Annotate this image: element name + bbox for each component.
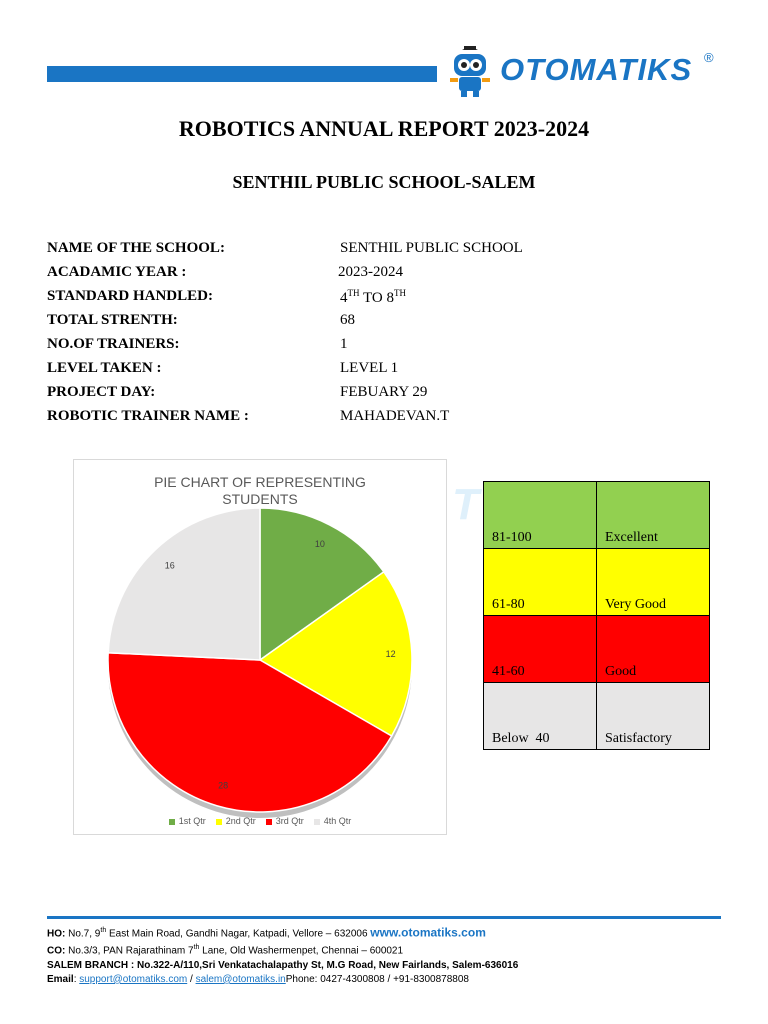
info-value: 68	[340, 312, 355, 328]
grade-range: 81-100	[484, 482, 597, 549]
info-row-year	[47, 262, 727, 286]
legend-label: 3rd Qtr	[275, 816, 304, 826]
info-value: 1	[340, 336, 348, 352]
info-row-standard	[47, 286, 727, 310]
registered-mark: ®	[704, 50, 714, 65]
chart-title: PIE CHART OF REPRESENTING STUDENTS	[154, 474, 366, 507]
info-row-level	[47, 358, 727, 382]
grade-range: 61-80	[484, 549, 597, 616]
info-label: NAME OF THE SCHOOL:	[47, 240, 225, 256]
grade-label: Excellent	[597, 482, 710, 549]
legend-swatch	[314, 819, 320, 825]
info-value: SENTHIL PUBLIC SCHOOL	[340, 240, 523, 256]
info-row-trainer	[47, 406, 727, 430]
info-label: TOTAL STRENTH:	[47, 312, 178, 328]
footer	[47, 924, 518, 987]
pie-data-label-3: 28	[218, 780, 229, 791]
grade-row	[484, 683, 710, 750]
info-label: PROJECT DAY:	[47, 384, 156, 400]
pie-data-label-1: 10	[314, 538, 325, 549]
report-title: ROBOTICS ANNUAL REPORT 2023-2024	[178, 116, 590, 141]
info-row-trainers	[47, 334, 727, 358]
info-value: LEVEL 1	[340, 360, 399, 376]
pie-data-label-2: 12	[385, 648, 396, 659]
legend-item-4	[314, 816, 352, 826]
pie-chart	[73, 459, 447, 835]
grade-label: Good	[597, 616, 710, 683]
pie-svg	[74, 460, 446, 834]
brand-name: OTOMATIKS	[500, 52, 693, 87]
info-label: ACADAMIC YEAR :	[47, 264, 187, 280]
legend-label: 2nd Qtr	[225, 816, 256, 826]
robot-mascot-icon	[442, 44, 498, 100]
info-value: 4TH TO 8TH	[340, 288, 406, 306]
info-row-project-day	[47, 382, 727, 406]
info-value: FEBUARY 29	[340, 384, 428, 400]
footer-co: CO: No.3/3, PAN Rajarathinam 7th Lane, Old Washermenpet, Chennai – 600021	[47, 944, 404, 957]
header-bar	[47, 66, 437, 82]
legend-label: 4th Qtr	[323, 816, 352, 826]
grade-range: 41-60	[484, 616, 597, 683]
email-link-support[interactable]: support@otomatiks.com	[79, 973, 188, 985]
legend-swatch	[216, 819, 222, 825]
school-info	[47, 238, 727, 430]
footer-contact: Email: support@otomatiks.com / salem@otomatiks.inPhone: 0427-4300808 / +91-8300878808	[47, 973, 469, 985]
info-row-school	[47, 238, 727, 262]
email-link-salem[interactable]: salem@otomatiks.in	[195, 973, 286, 985]
report-subtitle: SENTHIL PUBLIC SCHOOL-SALEM	[232, 172, 536, 192]
otomatiks-logo	[442, 44, 732, 100]
watermark-logo: T	[452, 480, 479, 529]
legend-label: 1st Qtr	[178, 816, 206, 826]
legend-swatch	[266, 819, 272, 825]
legend-item-3	[266, 816, 304, 826]
legend-swatch	[169, 819, 175, 825]
legend-item-1	[169, 816, 206, 826]
grade-label: Very Good	[597, 549, 710, 616]
grade-table	[483, 481, 710, 750]
info-value: MAHADEVAN.T	[340, 408, 450, 424]
footer-ho: HO: No.7, 9th East Main Road, Gandhi Nagar, Katpadi, Vellore – 632006 www.otomatiks.com	[47, 925, 486, 940]
info-label: ROBOTIC TRAINER NAME :	[47, 408, 249, 424]
grade-row	[484, 616, 710, 683]
info-label: NO.OF TRAINERS:	[47, 336, 180, 352]
info-label: STANDARD HANDLED:	[47, 288, 213, 304]
grade-range: Below 40	[484, 683, 597, 750]
grade-row	[484, 482, 710, 549]
pie-slice-4	[108, 508, 260, 660]
legend-item-2	[216, 816, 256, 826]
grade-row	[484, 549, 710, 616]
footer-salem: SALEM BRANCH : No.322-A/110,Sri Venkatachalapathy St, M.G Road, New Fairlands, Salem-636016	[47, 959, 519, 971]
website-link[interactable]: www.otomatiks.com	[370, 925, 486, 940]
grade-label: Satisfactory	[597, 683, 710, 750]
footer-bar	[47, 916, 721, 919]
pie-data-label-4: 16	[164, 560, 175, 571]
info-label: LEVEL TAKEN :	[47, 360, 162, 376]
info-value: 2023-2024	[338, 264, 403, 280]
info-row-strength	[47, 310, 727, 334]
chart-legend	[74, 816, 446, 826]
